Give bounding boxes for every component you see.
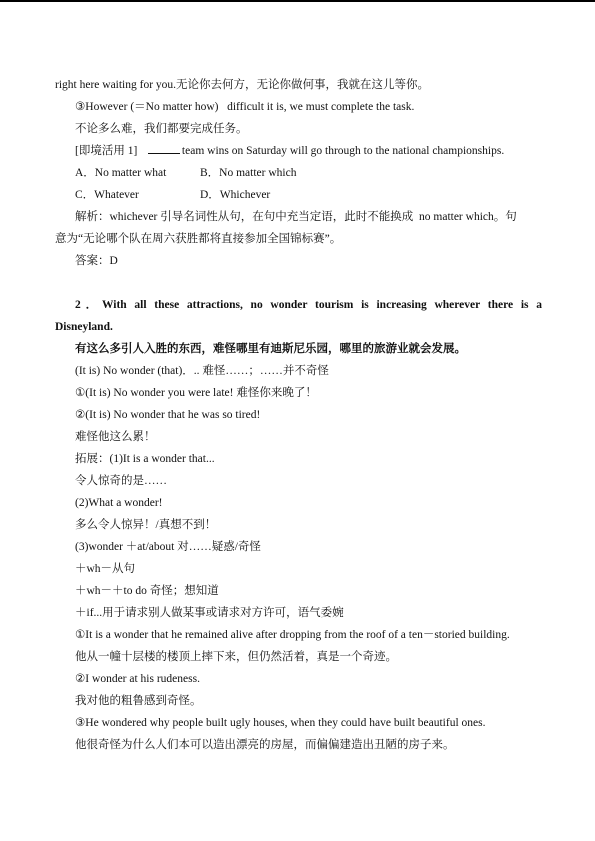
text-line: right here waiting for you.无论你去何方，无论你做何事，我就在这儿等你。 [55, 79, 430, 91]
section-heading: 2．With all these attractions, no wonder tourism is increasing wherever there is a [75, 299, 542, 311]
translation-line: 他很奇怪为什么人们本可以造出漂亮的房屋，而偏偏建造出丑陋的房子来。 [75, 739, 455, 751]
answer-blank [148, 141, 180, 154]
translation-line: 难怪他这么累！ [75, 431, 156, 443]
example-sentence: ②(It is) No wonder that he was so tired! [75, 409, 261, 421]
translation-line: 不论多么难，我们都要完成任务。 [75, 123, 248, 135]
exercise-question [55, 140, 542, 162]
example-sentence: ①It is a wonder that he remained alive after dropping from the roof of a ten－storied building. [75, 629, 510, 641]
exercise-label: [即境活用 1] [75, 145, 146, 157]
option-c: C．Whatever [75, 189, 139, 201]
usage-line: ＋if...用于请求别人做某事或请求对方许可，语气委婉 [75, 607, 344, 619]
example-sentence: ①(It is) No wonder you were late! 难怪你来晚了！ [75, 387, 317, 399]
usage-line: ＋wh－从句 [75, 563, 136, 575]
extension-line: (3)wonder ＋at/about 对……疑惑/奇怪 [75, 541, 261, 553]
options-row-2 [55, 184, 542, 206]
translation-line: 令人惊奇的是…… [75, 475, 167, 487]
example-sentence: ②I wonder at his rudeness. [75, 673, 200, 685]
example-sentence: ③He wondered why people built ugly houses, when they could have built beautiful ones. [75, 717, 486, 729]
usage-line: (It is) No wonder (that)．.. 难怪……；……并不奇怪 [75, 365, 329, 377]
usage-line: ＋wh－＋to do 奇怪；想知道 [75, 585, 219, 597]
document-body [55, 74, 542, 756]
explanation-line: 解析：whichever 引导名词性从句，在句中充当定语，此时不能换成 no matter which。句 [75, 211, 517, 223]
option-d: D．Whichever [200, 189, 271, 201]
example-sentence: ③However (＝No matter how) difficult it is, we must complete the task. [75, 101, 415, 113]
section-gap [55, 272, 542, 294]
option-a: A．No matter what [75, 167, 167, 179]
translation-line: 他从一幢十层楼的楼顶上摔下来，但仍然活着，真是一个奇迹。 [75, 651, 397, 663]
section-heading-cont: Disneyland. [55, 321, 113, 333]
extension-line: 拓展：(1)It is a wonder that... [75, 453, 215, 465]
extension-line: (2)What a wonder! [75, 497, 163, 509]
top-border-line [0, 0, 595, 2]
explanation-line-cont: 意为“无论哪个队在周六获胜都将直接参加全国锦标赛”。 [55, 233, 342, 245]
option-b: B．No matter which [200, 167, 297, 179]
exercise-question-text: team wins on Saturday will go through to the national championships. [181, 145, 505, 157]
options-row-1 [55, 162, 542, 184]
translation-line: 我对他的粗鲁感到奇怪。 [75, 695, 202, 707]
section-translation: 有这么多引人入胜的东西，难怪哪里有迪斯尼乐园，哪里的旅游业就会发展。 [75, 343, 466, 355]
answer-line: 答案：D [75, 255, 118, 267]
translation-line: 多么令人惊异！/真想不到！ [75, 519, 217, 531]
